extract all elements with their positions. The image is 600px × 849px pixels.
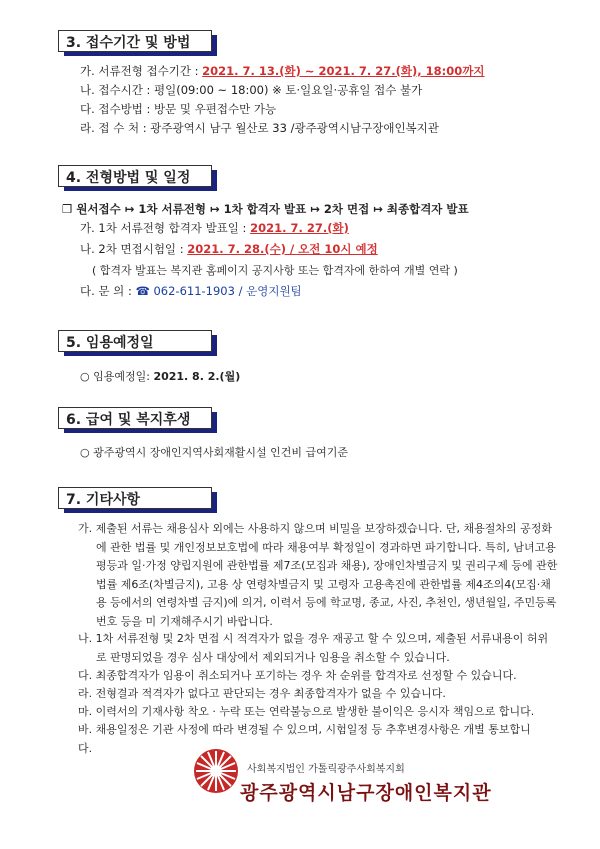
item-label: 나. 2차 면접시험일 : <box>80 242 188 256</box>
item-label: 다. 문 의 : <box>80 284 136 298</box>
item-label: 가. 서류전형 접수기간 : <box>80 64 203 78</box>
section-header <box>58 165 220 191</box>
s4-item-2 <box>80 241 378 257</box>
section-title: 4. 전형방법 및 일정 <box>66 170 191 186</box>
s7-item-3: 다. 최종합격자가 임용이 취소되거나 포기하는 경우 차 순위를 합격자로 선정할 수 있습니다. <box>78 669 517 682</box>
contact-phone: ☎ 062-611-1903 / 운영지원팀 <box>135 284 302 298</box>
section-header <box>58 330 220 356</box>
section-header <box>58 487 220 513</box>
s7-item-4: 라. 전형결과 적격자가 없다고 판단되는 경우 최종합격자가 없을 수 있습니다. <box>78 687 446 700</box>
s5-item <box>80 368 240 384</box>
section-title: 7. 기타사항 <box>66 492 141 508</box>
item-label: 가. 1차 서류전형 합격자 발표일 : <box>80 221 251 235</box>
section-4 <box>58 165 220 191</box>
section-6 <box>58 407 220 433</box>
s3-item-1 <box>80 63 484 79</box>
item-value: 2021. 7. 28.(수) / 오전 10시 예정 <box>187 242 378 256</box>
s3-item-3: 다. 접수방법 : 방문 및 우편접수만 가능 <box>80 102 277 116</box>
s4-item-1 <box>80 220 349 236</box>
s4-item-3 <box>80 283 302 299</box>
s7-item-6: 바. 채용일정은 기관 사정에 따라 변경될 수 있으며, 시험일정 등 추후변경사항은 개별 통보합니다. <box>78 723 531 755</box>
cross-emblem-icon <box>193 748 239 794</box>
item-value: 2021. 7. 13.(화) ~ 2021. 7. 27.(화), 18:00까지 <box>202 64 485 78</box>
section-title: 3. 접수기간 및 방법 <box>66 35 191 51</box>
item-value: 2021. 8. 2.(월) <box>153 370 241 383</box>
footer-org-line1: 사회복지법인 가톨릭광주사회복지회 <box>247 764 405 775</box>
s3-item-4: 라. 접 수 처 : 광주광역시 남구 월산로 33 /광주광역시남구장애인복지관 <box>80 121 439 135</box>
section-title: 6. 급여 및 복지후생 <box>66 412 191 428</box>
process-flow: ❒ 원서접수 ↦ 1차 서류전형 ↦ 1차 합격자 발표 ↦ 2차 면접 ↦ 최종합격자 발표 <box>62 202 469 216</box>
s6-item: ○ 광주광역시 장애인지역사회재활시설 인건비 급여기준 <box>80 446 348 459</box>
s7-item-5: 마. 이력서의 기재사항 착오 · 누락 또는 연락불능으로 발생한 불이익은 응시자 책임으로 합니다. <box>78 705 535 718</box>
section-3 <box>58 30 220 56</box>
s7-item-2: 나. 1차 서류전형 및 2차 면접 시 적격자가 없을 경우 재공고 할 수 있으며, 제출된 서류내용이 허위로 판명되었을 경우 심사 대상에서 제외되거나 임용을 취소할 수 있습니다. <box>78 632 549 664</box>
item-value: 2021. 7. 27.(화) <box>250 221 349 235</box>
section-header <box>58 407 220 433</box>
section-title: 5. 임용예정일 <box>66 335 154 351</box>
section-7 <box>58 487 220 513</box>
section-header <box>58 30 220 56</box>
s7-item-1: 가. 제출된 서류는 채용심사 외에는 사용하지 않으며 비밀을 보장하겠습니다. 단, 채용절차의 공정화에 관한 법률 및 개인정보보호법에 따라 채용여부 확정일이 경과하면 파기합니다. 특히, 남녀고용평등과 일·가정 양립지원에 관한법률 제7조(모집과 채용), 장애인차별금지 및 권리구제 등에 관한 법률 제6조(차별금지), 고용 상 연령차별금지 및 고령자 고용촉진에 관한법률 제4조의4(모집·채용 등에서의 연령차별 금지)에 의거, 이력서 등에 학교명, 종교, 사진, 추천인, 생년월일, 주민등록번호 등을 미 기재해주시기 바랍니다. <box>78 522 558 628</box>
item-label: ○ 임용예정일: <box>80 370 154 383</box>
s4-note: ( 합격자 발표는 복지관 홈페이지 공지사항 또는 합격자에 한하여 개별 연락 ) <box>92 264 458 277</box>
s3-item-2: 나. 접수시간 : 평일(09:00 ~ 18:00) ※ 토·일요일·공휴일 접수 불가 <box>80 83 423 97</box>
footer-org-name: 광주광역시남구장애인복지관 <box>240 782 492 804</box>
section-5 <box>58 330 220 356</box>
